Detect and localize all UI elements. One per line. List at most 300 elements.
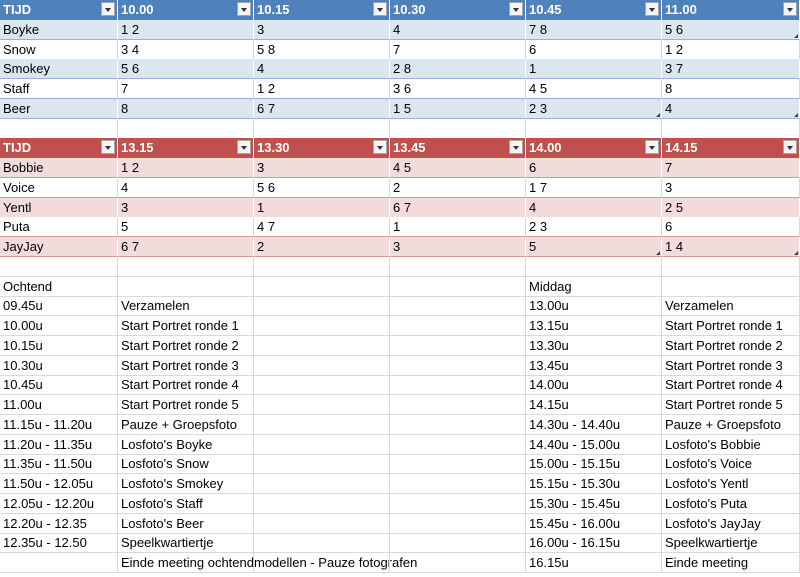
cell-text: 4 xyxy=(529,200,537,215)
schedule-cell[interactable] xyxy=(0,494,118,514)
schedule-row xyxy=(0,514,800,534)
cell-text: 5 6 xyxy=(665,22,684,37)
table-cell[interactable] xyxy=(662,198,800,218)
schedule-cell[interactable] xyxy=(662,356,800,376)
cell-text: TIJD xyxy=(3,140,32,155)
schedule-cell[interactable] xyxy=(662,454,800,474)
schedule-cell[interactable] xyxy=(118,533,254,553)
table-resize-handle[interactable] xyxy=(656,251,660,255)
table-cell[interactable] xyxy=(0,158,118,178)
table-cell[interactable] xyxy=(662,20,800,40)
table-cell[interactable] xyxy=(0,217,118,237)
cell-text: TIJD xyxy=(3,2,32,17)
empty-cell[interactable] xyxy=(390,533,526,553)
schedule-cell[interactable] xyxy=(0,415,118,435)
empty-cell[interactable] xyxy=(254,435,390,455)
table-cell[interactable] xyxy=(526,20,662,40)
empty-cell[interactable] xyxy=(254,336,390,356)
schedule-row xyxy=(0,356,800,376)
table-cell[interactable] xyxy=(118,99,254,119)
table-cell[interactable] xyxy=(254,99,390,119)
empty-cell[interactable] xyxy=(254,277,390,297)
empty-cell[interactable] xyxy=(118,257,254,277)
cell-text: Losfoto's Puta xyxy=(665,496,747,511)
empty-cell[interactable] xyxy=(390,474,526,494)
cell-text: 5 8 xyxy=(257,42,276,57)
empty-row xyxy=(0,119,800,139)
cell-text: 3 6 xyxy=(393,81,412,96)
cell-text: 5 6 xyxy=(121,61,140,76)
empty-cell[interactable] xyxy=(390,257,526,277)
cell-text: 6 7 xyxy=(121,239,140,254)
schedule-cell[interactable] xyxy=(662,553,800,573)
cell-text: 6 xyxy=(529,160,537,175)
schedule-cell[interactable] xyxy=(662,514,800,534)
cell-text: 7 8 xyxy=(529,22,548,37)
schedule-row xyxy=(0,435,800,455)
column-header[interactable] xyxy=(0,138,118,158)
cell-text: 12.20u - 12.35 xyxy=(3,516,87,531)
empty-cell[interactable] xyxy=(662,277,800,297)
table-cell[interactable] xyxy=(254,79,390,99)
table-cell[interactable] xyxy=(0,198,118,218)
schedule-cell[interactable] xyxy=(662,395,800,415)
empty-cell[interactable] xyxy=(390,494,526,514)
chevron-down-icon[interactable] xyxy=(237,140,251,154)
table-row xyxy=(0,178,800,198)
table-resize-handle[interactable] xyxy=(656,113,660,117)
cell-text: Losfoto's Bobbie xyxy=(665,437,761,452)
schedule-cell[interactable] xyxy=(662,474,800,494)
schedule-cell[interactable] xyxy=(118,296,254,316)
cell-text: 1 xyxy=(257,200,265,215)
cell-text: 4 5 xyxy=(393,160,412,175)
empty-cell[interactable] xyxy=(254,454,390,474)
cell-text: 4 xyxy=(121,180,129,195)
schedule-cell[interactable] xyxy=(118,415,254,435)
table-cell[interactable] xyxy=(0,59,118,79)
table-cell[interactable] xyxy=(118,198,254,218)
table-cell[interactable] xyxy=(254,158,390,178)
empty-cell[interactable] xyxy=(390,435,526,455)
cell-text: 2 5 xyxy=(665,200,684,215)
cell-text: 8 xyxy=(665,81,673,96)
chevron-down-icon[interactable] xyxy=(509,140,523,154)
cell-text: 4 7 xyxy=(257,219,276,234)
cell-text: 3 xyxy=(121,200,129,215)
empty-cell[interactable] xyxy=(390,454,526,474)
cell-text: 1 xyxy=(529,61,537,76)
table-cell[interactable] xyxy=(254,217,390,237)
schedule-cell[interactable] xyxy=(118,435,254,455)
table-resize-handle[interactable] xyxy=(794,251,798,255)
cell-text: 14.15 xyxy=(665,140,698,155)
cell-text: Start Portret ronde 2 xyxy=(665,338,783,353)
empty-cell[interactable] xyxy=(254,415,390,435)
chevron-down-icon[interactable] xyxy=(237,2,251,16)
cell-text: 13.15 xyxy=(121,140,154,155)
cell-text: Speelkwartiertje xyxy=(121,535,214,550)
table-cell[interactable] xyxy=(118,20,254,40)
schedule-cell[interactable] xyxy=(526,514,662,534)
schedule-cell[interactable] xyxy=(0,296,118,316)
schedule-cell[interactable] xyxy=(0,375,118,395)
cell-text: 2 xyxy=(257,239,265,254)
schedule-cell[interactable] xyxy=(662,435,800,455)
table-cell[interactable] xyxy=(390,40,526,60)
schedule-cell[interactable] xyxy=(526,474,662,494)
cell-text: 1 2 xyxy=(121,160,140,175)
column-header[interactable] xyxy=(662,0,800,20)
cell-text: JayJay xyxy=(3,239,44,254)
column-header[interactable] xyxy=(118,0,254,20)
cell-text: 7 xyxy=(121,81,129,96)
column-header[interactable] xyxy=(526,0,662,20)
table-cell[interactable] xyxy=(526,59,662,79)
table-cell[interactable] xyxy=(254,178,390,198)
schedule-cell[interactable] xyxy=(118,474,254,494)
table-cell[interactable] xyxy=(0,237,118,257)
table-cell[interactable] xyxy=(390,158,526,178)
table-cell[interactable] xyxy=(390,79,526,99)
table-cell[interactable] xyxy=(0,40,118,60)
cell-text: 2 xyxy=(393,180,401,195)
schedule-cell[interactable] xyxy=(0,454,118,474)
empty-cell[interactable] xyxy=(254,395,390,415)
schedule-cell[interactable] xyxy=(662,415,800,435)
table-cell[interactable] xyxy=(662,59,800,79)
empty-cell[interactable] xyxy=(254,514,390,534)
table-cell[interactable] xyxy=(526,40,662,60)
table-cell[interactable] xyxy=(118,40,254,60)
cell-text: Start Portret ronde 4 xyxy=(665,377,783,392)
cell-text: 1 xyxy=(393,219,401,234)
table-cell[interactable] xyxy=(118,178,254,198)
cell-text: 7 xyxy=(665,160,673,175)
schedule-row xyxy=(0,316,800,336)
empty-cell[interactable] xyxy=(254,375,390,395)
schedule-cell[interactable] xyxy=(526,296,662,316)
table-cell[interactable] xyxy=(662,217,800,237)
schedule-cell[interactable] xyxy=(662,494,800,514)
cell-text: Speelkwartiertje xyxy=(665,535,758,550)
cell-text: 7 xyxy=(393,42,401,57)
table-cell[interactable] xyxy=(390,178,526,198)
table-cell[interactable] xyxy=(390,99,526,119)
schedule-cell[interactable] xyxy=(118,316,254,336)
empty-cell[interactable] xyxy=(390,296,526,316)
schedule-cell[interactable] xyxy=(526,533,662,553)
table-cell[interactable] xyxy=(662,178,800,198)
schedule-cell[interactable] xyxy=(526,494,662,514)
cell-text: 3 xyxy=(257,22,265,37)
table-cell[interactable] xyxy=(390,217,526,237)
chevron-down-icon[interactable] xyxy=(783,2,797,16)
cell-text: 11.35u - 11.50u xyxy=(3,456,93,471)
table-cell[interactable] xyxy=(662,158,800,178)
cell-text: Losfoto's Staff xyxy=(121,496,203,511)
chevron-down-icon[interactable] xyxy=(509,2,523,16)
column-header[interactable] xyxy=(254,138,390,158)
cell-text: 15.00u - 15.15u xyxy=(529,456,621,471)
schedule-row xyxy=(0,474,800,494)
cell-text: Losfoto's Smokey xyxy=(121,476,224,491)
cell-text: 16.15u xyxy=(529,555,569,570)
table-row xyxy=(0,99,800,119)
table-cell[interactable] xyxy=(526,79,662,99)
cell-text: 13.30 xyxy=(257,140,290,155)
table-cell[interactable] xyxy=(526,237,662,257)
empty-cell[interactable] xyxy=(254,494,390,514)
cell-text: 6 xyxy=(665,219,673,234)
schedule-cell[interactable] xyxy=(118,336,254,356)
schedule-cell[interactable] xyxy=(0,553,118,573)
cell-text: Snow xyxy=(3,42,36,57)
table-cell[interactable] xyxy=(390,59,526,79)
cell-text: 3 xyxy=(393,239,401,254)
schedule-cell[interactable] xyxy=(662,533,800,553)
schedule-row xyxy=(0,494,800,514)
cell-text: 14.30u - 14.40u xyxy=(529,417,621,432)
cell-text: Start Portret ronde 4 xyxy=(121,377,239,392)
table-row xyxy=(0,20,800,40)
cell-text: 6 7 xyxy=(257,101,276,116)
cell-text: 11.00u xyxy=(3,397,42,412)
cell-text: 8 xyxy=(121,101,129,116)
table-cell[interactable] xyxy=(526,99,662,119)
column-header[interactable] xyxy=(526,138,662,158)
column-header[interactable] xyxy=(254,0,390,20)
cell-text: Voice xyxy=(3,180,35,195)
schedule-heading-row xyxy=(0,277,800,297)
cell-text: 14.00 xyxy=(529,140,562,155)
cell-text: 1 5 xyxy=(393,101,412,116)
table-cell[interactable] xyxy=(254,198,390,218)
empty-cell[interactable] xyxy=(0,119,118,139)
cell-text: 5 xyxy=(121,219,129,234)
empty-cell[interactable] xyxy=(662,257,800,277)
chevron-down-icon[interactable] xyxy=(373,2,387,16)
schedule-cell[interactable] xyxy=(0,514,118,534)
cell-text: 13.45 xyxy=(393,140,426,155)
schedule-cell[interactable] xyxy=(526,336,662,356)
cell-text: 4 xyxy=(665,101,673,116)
schedule-cell[interactable] xyxy=(0,356,118,376)
empty-cell[interactable] xyxy=(390,514,526,534)
schedule-cell[interactable] xyxy=(526,356,662,376)
cell-text: 10.00 xyxy=(121,2,154,17)
schedule-cell[interactable] xyxy=(118,454,254,474)
schedule-row xyxy=(0,395,800,415)
table-cell[interactable] xyxy=(526,158,662,178)
cell-text: Start Portret ronde 3 xyxy=(121,358,239,373)
cell-text: 1 2 xyxy=(257,81,276,96)
cell-text: 2 3 xyxy=(529,219,548,234)
table-cell[interactable] xyxy=(526,217,662,237)
table-cell[interactable] xyxy=(118,217,254,237)
cell-text: 11.15u - 11.20u xyxy=(3,417,93,432)
empty-cell[interactable] xyxy=(254,296,390,316)
table-cell[interactable] xyxy=(526,178,662,198)
cell-text: Start Portret ronde 2 xyxy=(121,338,239,353)
cell-text: Losfoto's JayJay xyxy=(665,516,761,531)
table-cell[interactable] xyxy=(0,178,118,198)
empty-cell[interactable] xyxy=(390,395,526,415)
cell-text: 1 2 xyxy=(665,42,684,57)
schedule-row xyxy=(0,336,800,356)
table-cell[interactable] xyxy=(254,40,390,60)
column-header[interactable] xyxy=(390,0,526,20)
cell-text: Losfoto's Snow xyxy=(121,456,209,471)
schedule-cell[interactable] xyxy=(526,375,662,395)
table-header-row xyxy=(0,138,800,158)
schedule-cell[interactable] xyxy=(118,553,418,573)
schedule-cell[interactable] xyxy=(526,553,662,573)
empty-cell[interactable] xyxy=(390,119,526,139)
cell-text: Pauze + Groepsfoto xyxy=(121,417,237,432)
empty-cell[interactable] xyxy=(390,336,526,356)
empty-cell[interactable] xyxy=(254,356,390,376)
cell-text: 2 3 xyxy=(529,101,548,116)
schedule-cell[interactable] xyxy=(0,474,118,494)
schedule-cell[interactable] xyxy=(662,336,800,356)
empty-cell[interactable] xyxy=(390,316,526,336)
schedule-cell[interactable] xyxy=(0,395,118,415)
table-cell[interactable] xyxy=(254,237,390,257)
empty-cell[interactable] xyxy=(0,257,118,277)
empty-cell[interactable] xyxy=(390,375,526,395)
empty-cell[interactable] xyxy=(254,257,390,277)
column-header[interactable] xyxy=(118,138,254,158)
empty-cell[interactable] xyxy=(526,257,662,277)
table-row xyxy=(0,40,800,60)
empty-cell[interactable] xyxy=(254,316,390,336)
schedule-cell[interactable] xyxy=(0,435,118,455)
cell-text: 6 7 xyxy=(393,200,412,215)
table-cell[interactable] xyxy=(662,79,800,99)
cell-text: Einde meeting ochtendmodellen - Pauze fotografen xyxy=(121,555,418,570)
table-cell[interactable] xyxy=(526,198,662,218)
schedule-cell[interactable] xyxy=(526,435,662,455)
schedule-cell[interactable] xyxy=(526,316,662,336)
table-cell[interactable] xyxy=(254,59,390,79)
schedule-cell[interactable] xyxy=(118,356,254,376)
schedule-row xyxy=(0,533,800,553)
chevron-down-icon[interactable] xyxy=(101,2,115,16)
empty-cell[interactable] xyxy=(662,119,800,139)
cell-text: 1 2 xyxy=(121,22,140,37)
empty-cell[interactable] xyxy=(390,356,526,376)
cell-text: 13.00u xyxy=(529,298,569,313)
schedule-cell[interactable] xyxy=(526,454,662,474)
cell-text: 10.45 xyxy=(529,2,562,17)
table-cell[interactable] xyxy=(254,20,390,40)
schedule-cell[interactable] xyxy=(526,395,662,415)
schedule-row xyxy=(0,454,800,474)
cell-text: Middag xyxy=(529,279,572,294)
table-cell[interactable] xyxy=(0,20,118,40)
cell-text: 10.00u xyxy=(3,318,43,333)
cell-text: 3 4 xyxy=(121,42,140,57)
schedule-row xyxy=(0,296,800,316)
table-cell[interactable] xyxy=(390,20,526,40)
table-resize-handle[interactable] xyxy=(794,113,798,117)
cell-text: 15.15u - 15.30u xyxy=(529,476,621,491)
chevron-down-icon[interactable] xyxy=(645,140,659,154)
schedule-cell[interactable] xyxy=(118,514,254,534)
cell-text: 4 xyxy=(393,22,401,37)
empty-cell[interactable] xyxy=(254,474,390,494)
column-header[interactable] xyxy=(390,138,526,158)
schedule-cell[interactable] xyxy=(118,395,254,415)
schedule-cell[interactable] xyxy=(0,533,118,553)
empty-cell[interactable] xyxy=(254,533,390,553)
chevron-down-icon[interactable] xyxy=(783,140,797,154)
cell-text: 4 5 xyxy=(529,81,548,96)
schedule-cell[interactable] xyxy=(118,375,254,395)
chevron-down-icon[interactable] xyxy=(645,2,659,16)
empty-cell[interactable] xyxy=(254,119,390,139)
column-header[interactable] xyxy=(0,0,118,20)
column-header[interactable] xyxy=(662,138,800,158)
table-row xyxy=(0,59,800,79)
cell-text: 1 7 xyxy=(529,180,548,195)
schedule-cell[interactable] xyxy=(662,296,800,316)
chevron-down-icon[interactable] xyxy=(373,140,387,154)
schedule-cell[interactable] xyxy=(0,336,118,356)
afternoon-heading[interactable] xyxy=(526,277,662,297)
cell-text: Start Portret ronde 5 xyxy=(665,397,783,412)
schedule-cell[interactable] xyxy=(0,316,118,336)
cell-text: 3 xyxy=(257,160,265,175)
table-cell[interactable] xyxy=(0,99,118,119)
cell-text: 11.50u - 12.05u xyxy=(3,476,94,491)
table-cell[interactable] xyxy=(390,198,526,218)
table-cell[interactable] xyxy=(118,79,254,99)
cell-text: Losfoto's Beer xyxy=(121,516,204,531)
schedule-cell[interactable] xyxy=(118,494,254,514)
empty-cell[interactable] xyxy=(390,415,526,435)
empty-cell[interactable] xyxy=(118,119,254,139)
schedule-cell[interactable] xyxy=(662,375,800,395)
table-resize-handle[interactable] xyxy=(794,34,798,38)
table-cell[interactable] xyxy=(118,237,254,257)
cell-text: Smokey xyxy=(3,61,50,76)
cell-text: Start Portret ronde 1 xyxy=(665,318,783,333)
table-cell[interactable] xyxy=(662,237,800,257)
table-cell[interactable] xyxy=(662,40,800,60)
chevron-down-icon[interactable] xyxy=(101,140,115,154)
empty-cell[interactable] xyxy=(390,277,526,297)
cell-text: 11.00 xyxy=(665,2,697,17)
table-cell[interactable] xyxy=(118,158,254,178)
cell-text: Puta xyxy=(3,219,30,234)
table-cell[interactable] xyxy=(662,99,800,119)
table-cell[interactable] xyxy=(390,237,526,257)
table-cell[interactable] xyxy=(0,79,118,99)
cell-text: 10.15u xyxy=(3,338,43,353)
schedule-cell[interactable] xyxy=(526,415,662,435)
cell-text: 4 xyxy=(257,61,265,76)
table-header-row xyxy=(0,0,800,20)
empty-cell[interactable] xyxy=(390,553,526,573)
empty-cell[interactable] xyxy=(118,277,254,297)
empty-cell[interactable] xyxy=(526,119,662,139)
morning-heading[interactable] xyxy=(0,277,118,297)
schedule-cell[interactable] xyxy=(662,316,800,336)
empty-cell[interactable] xyxy=(254,553,390,573)
table-cell[interactable] xyxy=(118,59,254,79)
